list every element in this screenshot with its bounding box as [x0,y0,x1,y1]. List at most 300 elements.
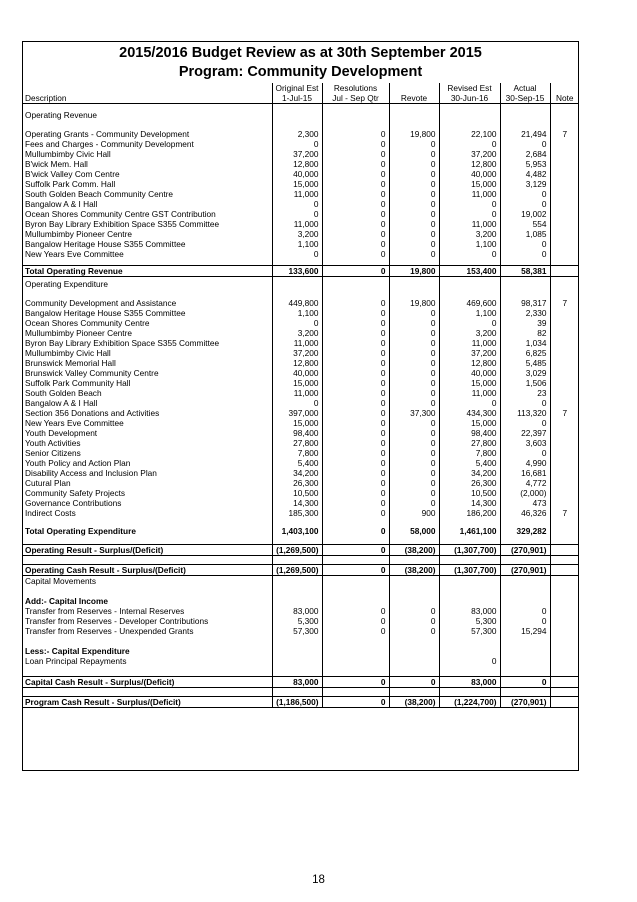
expenditure-row-o: 3,200 [272,328,322,338]
expenditure-row-o: 1,100 [272,308,322,318]
expenditure-row [22,468,579,478]
expenditure-row-e: 3,200 [439,328,500,338]
expenditure-row-a: 0 [500,418,550,428]
capital-expenditure-row-o [272,656,322,666]
expenditure-row-d: Mullumbimby Pioneer Centre [22,328,272,338]
revenue-row-r: 0 [322,129,389,139]
revenue-row-a: 2,684 [500,149,550,159]
spacer-row [22,688,579,697]
revenue-row [22,179,579,189]
expenditure-row-v: 0 [389,388,439,398]
total-operating-revenue-e: 153,400 [439,266,500,277]
expenditure-row [22,298,579,308]
revenue-row-v: 0 [389,179,439,189]
capital-income-row-v: 0 [389,626,439,636]
expenditure-row-e: 186,200 [439,508,500,518]
expenditure-row-n [550,358,579,368]
expenditure-row-v: 0 [389,448,439,458]
revenue-row-n [550,139,579,149]
expenditure-row [22,438,579,448]
expenditure-row-e: 26,300 [439,478,500,488]
header-row-1 [22,83,579,93]
expenditure-row-r: 0 [322,388,389,398]
revenue-row-a: 0 [500,189,550,199]
expenditure-row-a: 0 [500,448,550,458]
expenditure-row-e: 11,000 [439,388,500,398]
operating-result-d: Operating Result - Surplus/(Deficit) [22,545,272,556]
spacer-row [22,666,579,677]
capital-income-row [22,626,579,636]
operating-expenditure-heading-row [22,279,579,289]
revenue-row-e: 0 [439,199,500,209]
revenue-row-d: Fees and Charges - Community Development [22,139,272,149]
revenue-row [22,129,579,139]
capital-income-row-n [550,626,579,636]
revenue-row-e: 0 [439,139,500,149]
expenditure-row-a: 2,330 [500,308,550,318]
revenue-row-o: 0 [272,209,322,219]
expenditure-row-r: 0 [322,348,389,358]
expenditure-row-a: 473 [500,498,550,508]
revenue-row-n [550,149,579,159]
capital-expenditure-row-a [500,656,550,666]
capital-expenditure-heading-row [22,646,579,656]
expenditure-row-v: 0 [389,398,439,408]
budget-table [22,83,579,708]
capital-expenditure-row-n [550,656,579,666]
expenditure-row-n [550,458,579,468]
revenue-row-v: 0 [389,249,439,259]
capital-income-row [22,606,579,616]
revenue-row-n [550,179,579,189]
expenditure-row-r: 0 [322,308,389,318]
revenue-row-o: 11,000 [272,219,322,229]
expenditure-row-n [550,368,579,378]
expenditure-row-a: 0 [500,398,550,408]
revenue-row-o: 15,000 [272,179,322,189]
total-operating-expenditure-a: 329,282 [500,526,550,536]
expenditure-row-e: 0 [439,398,500,408]
operating-result-r: 0 [322,545,389,556]
operating-revenue-heading: Operating Revenue [22,110,272,120]
operating-cash-result-e: (1,307,700) [439,565,500,576]
revenue-row-r: 0 [322,199,389,209]
revenue-row-r: 0 [322,179,389,189]
expenditure-row-e: 434,300 [439,408,500,418]
expenditure-row-v: 0 [389,468,439,478]
expenditure-row-d: South Golden Beach [22,388,272,398]
expenditure-row-v: 37,300 [389,408,439,418]
expenditure-row-r: 0 [322,358,389,368]
spacer-row [22,556,579,565]
revenue-row [22,249,579,259]
spacer-row [22,536,579,545]
expenditure-row-n [550,488,579,498]
revenue-row-r: 0 [322,149,389,159]
capital-cash-result-n [550,677,579,688]
expenditure-row-a: 39 [500,318,550,328]
revenue-row-e: 37,200 [439,149,500,159]
revenue-row-d: B'wick Mem. Hall [22,159,272,169]
expenditure-row-d: Youth Activities [22,438,272,448]
revenue-row-e: 11,000 [439,189,500,199]
capital-income-row-v: 0 [389,616,439,626]
expenditure-row-r: 0 [322,378,389,388]
expenditure-row-o: 449,800 [272,298,322,308]
expenditure-row-e: 7,800 [439,448,500,458]
revenue-row-d: Bangalow A & I Hall [22,199,272,209]
capital-income-row-e: 83,000 [439,606,500,616]
revenue-row-v: 0 [389,189,439,199]
capital-income-row-d: Transfer from Reserves - Internal Reserves [22,606,272,616]
revenue-row-n [550,169,579,179]
expenditure-row-a: 5,485 [500,358,550,368]
expenditure-row-d: Youth Development [22,428,272,438]
revenue-row-v: 0 [389,199,439,209]
expenditure-row [22,328,579,338]
expenditure-row-r: 0 [322,418,389,428]
capital-cash-result-o: 83,000 [272,677,322,688]
page-number: 18 [312,874,325,886]
expenditure-row-o: 10,500 [272,488,322,498]
operating-result-n [550,545,579,556]
expenditure-row-o: 14,300 [272,498,322,508]
header-row-2 [22,93,579,104]
revenue-row-r: 0 [322,219,389,229]
expenditure-row [22,418,579,428]
revenue-row-n [550,229,579,239]
expenditure-row-o: 15,000 [272,418,322,428]
expenditure-row [22,458,579,468]
revenue-row-a: 0 [500,239,550,249]
operating-cash-result-a: (270,901) [500,565,550,576]
total-operating-revenue-r: 0 [322,266,389,277]
capital-income-row [22,616,579,626]
expenditure-row-d: Suffolk Park Community Hall [22,378,272,388]
expenditure-row-n [550,428,579,438]
expenditure-row-v: 0 [389,488,439,498]
program-cash-result-o: (1,186,500) [272,697,322,708]
expenditure-row-o: 0 [272,318,322,328]
revenue-row-n [550,209,579,219]
revenue-row-d: Byron Bay Library Exhibition Space S355 Committee [22,219,272,229]
revenue-row-v: 0 [389,209,439,219]
capital-movements-heading-row [22,576,579,587]
total-operating-expenditure-d: Total Operating Expenditure [22,526,272,536]
revenue-row-e: 22,100 [439,129,500,139]
expenditure-row-n [550,388,579,398]
revenue-row-v: 0 [389,139,439,149]
expenditure-row-n [550,308,579,318]
expenditure-row-v: 0 [389,358,439,368]
capital-cash-result-e: 83,000 [439,677,500,688]
expenditure-row-o: 98,400 [272,428,322,438]
expenditure-row-v: 0 [389,378,439,388]
expenditure-row-o: 11,000 [272,388,322,398]
total-operating-expenditure-e: 1,461,100 [439,526,500,536]
expenditure-row-d: Ocean Shores Community Centre [22,318,272,328]
expenditure-row-d: Governance Contributions [22,498,272,508]
expenditure-row-o: 5,400 [272,458,322,468]
revenue-row [22,209,579,219]
operating-cash-result-d: Operating Cash Result - Surplus/(Deficit) [22,565,272,576]
expenditure-row-o: 7,800 [272,448,322,458]
expenditure-row-e: 15,000 [439,418,500,428]
expenditure-row-v: 0 [389,328,439,338]
revenue-row-d: South Golden Beach Community Centre [22,189,272,199]
operating-cash-result-v: (38,200) [389,565,439,576]
total-operating-revenue-v: 19,800 [389,266,439,277]
revenue-row-r: 0 [322,169,389,179]
expenditure-row-n [550,438,579,448]
program-cash-result-r: 0 [322,697,389,708]
expenditure-row-v: 0 [389,348,439,358]
capital-cash-result [22,677,579,688]
expenditure-row-a: 4,772 [500,478,550,488]
expenditure-row-e: 469,600 [439,298,500,308]
capital-income-row-e: 57,300 [439,626,500,636]
expenditure-row [22,508,579,518]
revenue-row-o: 3,200 [272,229,322,239]
expenditure-row-n: 7 [550,298,579,308]
expenditure-row-o: 185,300 [272,508,322,518]
expenditure-row-a: 16,681 [500,468,550,478]
revenue-row-v: 0 [389,219,439,229]
capital-cash-result-v: 0 [389,677,439,688]
expenditure-row [22,408,579,418]
capital-income-heading: Add:- Capital Income [22,596,272,606]
revenue-row [22,139,579,149]
revenue-row-o: 12,800 [272,159,322,169]
expenditure-row-r: 0 [322,438,389,448]
operating-revenue-heading-row [22,110,579,120]
spacer-row [22,636,579,646]
expenditure-row-d: Community Safety Projects [22,488,272,498]
revenue-row-d: B'wick Valley Com Centre [22,169,272,179]
revenue-row-a: 554 [500,219,550,229]
expenditure-row-r: 0 [322,448,389,458]
expenditure-row-r: 0 [322,428,389,438]
revenue-row-e: 0 [439,209,500,219]
revenue-row-d: Suffolk Park Comm. Hall [22,179,272,189]
header-revised-date: 30-Jun-16 [439,93,500,104]
revenue-row-o: 1,100 [272,239,322,249]
expenditure-row-e: 0 [439,318,500,328]
capital-movements-heading: Capital Movements [22,576,272,587]
expenditure-row-d: Mullumbimby Civic Hall [22,348,272,358]
revenue-row-e: 11,000 [439,219,500,229]
program-title: Program: Community Development [178,64,423,80]
expenditure-row [22,398,579,408]
revenue-row-e: 1,100 [439,239,500,249]
expenditure-row-a: 3,029 [500,368,550,378]
expenditure-row-e: 15,000 [439,378,500,388]
expenditure-row-a: 3,603 [500,438,550,448]
capital-income-row-a: 0 [500,616,550,626]
header-revote: Revote [389,93,439,104]
expenditure-row-v: 0 [389,478,439,488]
capital-income-row-n [550,606,579,616]
total-operating-revenue [22,266,579,277]
revenue-row-o: 40,000 [272,169,322,179]
expenditure-row-r: 0 [322,468,389,478]
revenue-row-r: 0 [322,209,389,219]
expenditure-row [22,318,579,328]
header-revised: Revised Est [439,83,500,93]
capital-cash-result-d: Capital Cash Result - Surplus/(Deficit) [22,677,272,688]
expenditure-row-a: 98,317 [500,298,550,308]
total-operating-expenditure-n [550,526,579,536]
total-operating-expenditure-r: 0 [322,526,389,536]
expenditure-row-n [550,468,579,478]
operating-result-v: (38,200) [389,545,439,556]
expenditure-row-n [550,318,579,328]
expenditure-row-r: 0 [322,328,389,338]
total-operating-revenue-a: 58,381 [500,266,550,277]
expenditure-row-o: 397,000 [272,408,322,418]
capital-income-row-r: 0 [322,616,389,626]
revenue-row-e: 12,800 [439,159,500,169]
revenue-row-e: 3,200 [439,229,500,239]
revenue-row-o: 11,000 [272,189,322,199]
expenditure-row-r: 0 [322,338,389,348]
header-actual: Actual [500,83,550,93]
expenditure-row-r: 0 [322,408,389,418]
revenue-row-r: 0 [322,229,389,239]
expenditure-row-n [550,378,579,388]
expenditure-row-e: 11,000 [439,338,500,348]
expenditure-row-e: 1,100 [439,308,500,318]
capital-income-row-e: 5,300 [439,616,500,626]
expenditure-row-d: Bangalow A & I Hall [22,398,272,408]
header-description: Description [22,93,272,104]
revenue-row-n [550,219,579,229]
header-resolutions: Resolutions [322,83,389,93]
expenditure-row-d: Youth Policy and Action Plan [22,458,272,468]
revenue-row [22,239,579,249]
capital-expenditure-heading: Less:- Capital Expenditure [22,646,272,656]
expenditure-row-e: 34,200 [439,468,500,478]
revenue-row-r: 0 [322,159,389,169]
total-operating-expenditure-v: 58,000 [389,526,439,536]
expenditure-row-e: 14,300 [439,498,500,508]
expenditure-row-v: 0 [389,308,439,318]
operating-expenditure-heading: Operating Expenditure [22,279,272,289]
expenditure-row-e: 5,400 [439,458,500,468]
revenue-row [22,219,579,229]
total-operating-revenue-o: 133,600 [272,266,322,277]
expenditure-row-r: 0 [322,478,389,488]
expenditure-row [22,348,579,358]
expenditure-row-n [550,328,579,338]
revenue-row-v: 19,800 [389,129,439,139]
expenditure-row-n [550,418,579,428]
capital-income-row-r: 0 [322,606,389,616]
operating-cash-result-o: (1,269,500) [272,565,322,576]
spacer-row [22,289,579,298]
revenue-row-o: 0 [272,249,322,259]
program-cash-result-e: (1,224,700) [439,697,500,708]
revenue-row-o: 37,200 [272,149,322,159]
expenditure-row [22,498,579,508]
revenue-row-d: New Years Eve Committee [22,249,272,259]
spacer-row [22,586,579,596]
expenditure-row-n [550,498,579,508]
header-actual-date: 30-Sep-15 [500,93,550,104]
revenue-row-e: 15,000 [439,179,500,189]
revenue-row-n [550,199,579,209]
expenditure-row-o: 15,000 [272,378,322,388]
revenue-row-o: 0 [272,199,322,209]
capital-expenditure-row [22,656,579,666]
expenditure-row-r: 0 [322,458,389,468]
expenditure-row-n [550,338,579,348]
program-cash-result-n [550,697,579,708]
expenditure-row-a: 23 [500,388,550,398]
revenue-row-n [550,189,579,199]
expenditure-row-d: Indirect Costs [22,508,272,518]
revenue-row-d: Operating Grants - Community Development [22,129,272,139]
capital-expenditure-row-e: 0 [439,656,500,666]
revenue-row-r: 0 [322,249,389,259]
program-cash-result [22,697,579,708]
expenditure-row-a: 1,034 [500,338,550,348]
total-operating-expenditure [22,526,579,536]
expenditure-row-v: 0 [389,338,439,348]
expenditure-row-e: 40,000 [439,368,500,378]
expenditure-row-n [550,348,579,358]
expenditure-row-n [550,478,579,488]
revenue-row-n [550,249,579,259]
expenditure-row-o: 37,200 [272,348,322,358]
expenditure-row-e: 37,200 [439,348,500,358]
expenditure-row-d: Cutural Plan [22,478,272,488]
operating-result-e: (1,307,700) [439,545,500,556]
revenue-row-a: 5,953 [500,159,550,169]
revenue-row [22,199,579,209]
expenditure-row-v: 19,800 [389,298,439,308]
expenditure-row-a: 22,397 [500,428,550,438]
revenue-row-a: 19,002 [500,209,550,219]
revenue-row-a: 0 [500,199,550,209]
capital-cash-result-r: 0 [322,677,389,688]
expenditure-row [22,378,579,388]
operating-cash-result-n [550,565,579,576]
capital-income-row-r: 0 [322,626,389,636]
expenditure-row-o: 11,000 [272,338,322,348]
header-original: Original Est [275,83,319,93]
expenditure-row-v: 0 [389,368,439,378]
expenditure-row-r: 0 [322,488,389,498]
expenditure-row-v: 900 [389,508,439,518]
capital-expenditure-row-d: Loan Principal Repayments [22,656,272,666]
expenditure-row-e: 98,400 [439,428,500,438]
total-operating-expenditure-o: 1,403,100 [272,526,322,536]
revenue-row-r: 0 [322,239,389,249]
expenditure-row-o: 40,000 [272,368,322,378]
expenditure-row-r: 0 [322,318,389,328]
capital-expenditure-row-v [389,656,439,666]
expenditure-row-a: 6,825 [500,348,550,358]
revenue-row-a: 21,494 [500,129,550,139]
revenue-row-v: 0 [389,169,439,179]
expenditure-row-n [550,448,579,458]
operating-result-a: (270,901) [500,545,550,556]
capital-income-row-o: 5,300 [272,616,322,626]
expenditure-row-v: 0 [389,318,439,328]
report-title: 2015/2016 Budget Review as at 30th September 2015 [119,45,482,61]
capital-income-row-d: Transfer from Reserves - Unexpended Grants [22,626,272,636]
